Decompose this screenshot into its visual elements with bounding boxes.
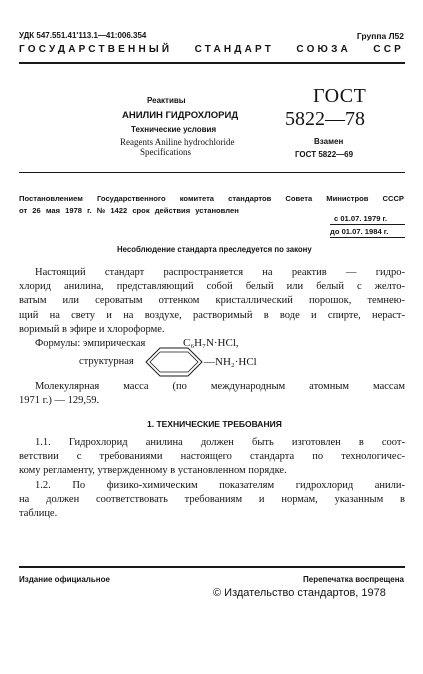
udk-code: УДК 547.551.41'113.1—41:006.354	[19, 31, 147, 40]
empirical-formula: C₆H₇N·HCl,	[183, 337, 239, 349]
valid-from-underline	[330, 224, 405, 225]
valid-to-underline	[330, 237, 405, 238]
header-rule	[19, 62, 405, 64]
molar-mass-line: 1971 г.) — 129,59.	[19, 395, 100, 407]
gost-number: 5822—78	[285, 108, 365, 130]
valid-to: до 01.07. 1984 г.	[330, 227, 389, 236]
english-title: Reagents Aniline hydrochloride	[120, 137, 235, 147]
section1-line: на должен соответствовать требованиям и нормам, указанным в	[19, 494, 405, 506]
intro-line: хлорид анилина, представляющий собой белый или белый с желто-	[19, 281, 405, 293]
decree-line-2: от 26 мая 1978 г. № 1422 срок действия установлен	[19, 206, 239, 215]
reprint-notice: Перепечатка воспрещена	[303, 575, 404, 584]
standard-name: АНИЛИН ГИДРОХЛОРИД	[122, 110, 239, 121]
benzene-ring-icon	[144, 344, 204, 380]
section1-line: ветствии с требованиями настоящего стандарта по технологичес-	[19, 451, 405, 463]
molar-mass-line: Молекулярная масса (по международным атомным массам	[35, 381, 405, 392]
intro-line: Настоящий стандарт распространяется на реактив — гидро-	[35, 267, 405, 278]
intro-paragraph	[19, 266, 405, 337]
section1-paragraph-2	[19, 479, 405, 522]
official-edition: Издание официальное	[19, 575, 110, 584]
section-title: 1. ТЕХНИЧЕСКИЕ ТРЕБОВАНИЯ	[147, 419, 282, 429]
intro-line: ватым или сероватым оттенком кристаллический порошок, темнею-	[19, 295, 405, 307]
footer-rule	[19, 566, 405, 568]
intro-line: щий на свету и на воздухе, растворимый в воде и спирте, нераст-	[19, 309, 405, 321]
decree-line-1: Постановлением Государственного комитета стандартов Совета Министров СССР	[19, 194, 404, 203]
structural-label: структурная	[79, 356, 134, 367]
section1-line: таблице.	[19, 508, 58, 520]
structural-group: —NH₂·HCl	[204, 356, 257, 368]
section1-line: 1.2. По физико-химическим показателям гидрохлорид анили-	[35, 480, 405, 491]
section1-paragraph-1	[19, 436, 405, 479]
state-standard-heading: ГОСУДАРСТВЕННЫЙ СТАНДАРТ СОЮЗА ССР	[19, 44, 404, 55]
legal-warning-text: Несоблюдение стандарта преследуется по закону	[117, 245, 312, 254]
valid-from: с 01.07. 1979 г.	[334, 214, 388, 223]
section1-line: кому регламенту, утвержденному в установленном порядке.	[19, 465, 287, 477]
replaces-label: Взамен	[314, 137, 344, 146]
gost-label: ГОСТ	[313, 85, 367, 107]
title-block-rule	[19, 172, 405, 173]
copyright-notice: © Издательство стандартов, 1978	[213, 587, 386, 599]
section1-line: 1.1. Гидрохлорид анилина должен быть изготовлен в соот-	[35, 437, 405, 448]
group-code: Группа Л52	[356, 31, 404, 41]
category-label: Реактивы	[147, 96, 186, 105]
formula-label: Формулы: эмпирическая	[35, 338, 146, 349]
molar-mass	[19, 380, 405, 408]
intro-line: воримый в эфире и хлороформе.	[19, 323, 165, 335]
english-subtitle: Specifications	[140, 147, 191, 157]
standard-subtitle: Технические условия	[131, 125, 217, 134]
replaces-value: ГОСТ 5822—69	[295, 150, 354, 159]
